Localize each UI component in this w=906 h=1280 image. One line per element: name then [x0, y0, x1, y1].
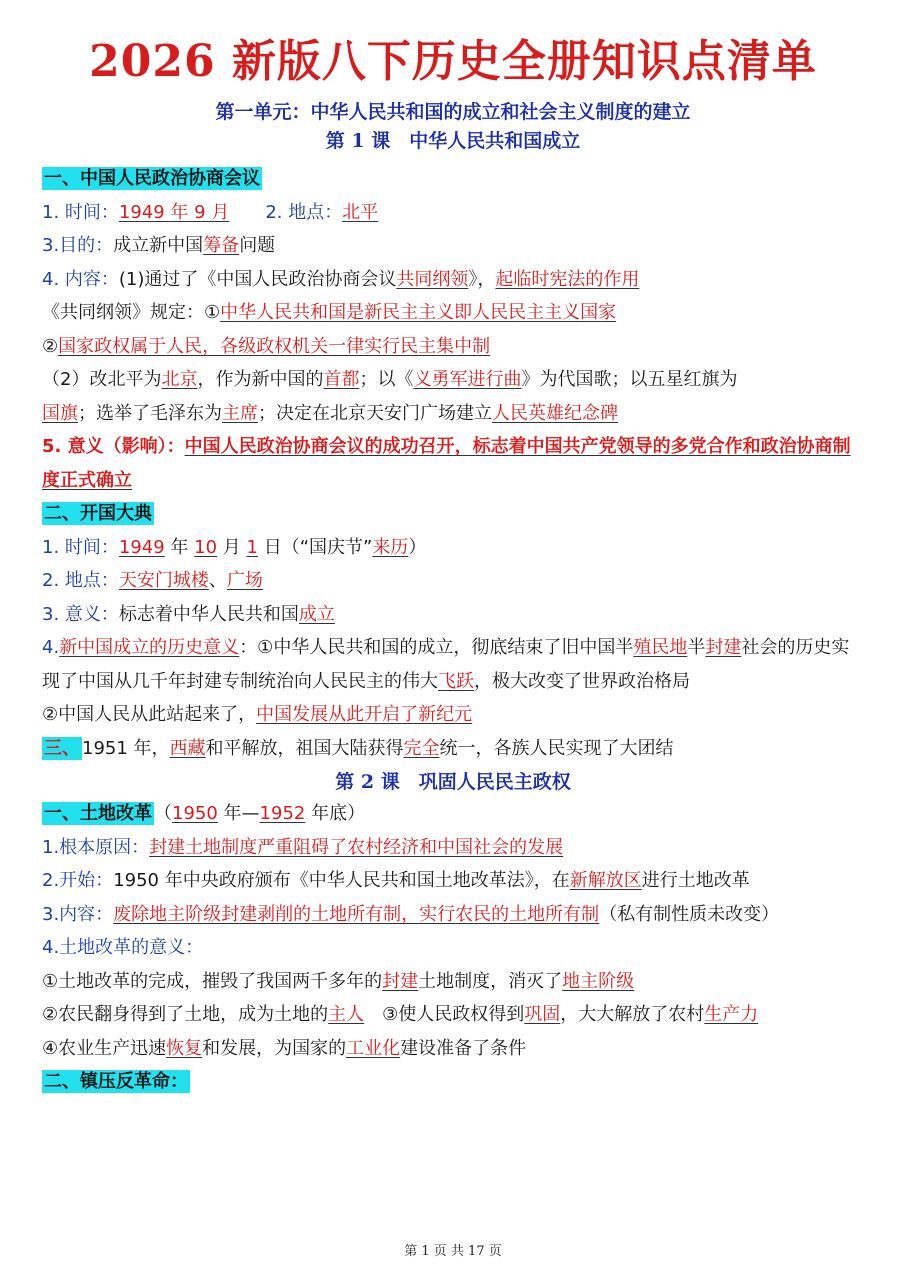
answer: 起临时宪法的作用 [495, 268, 640, 290]
answer: 新解放区 [569, 870, 642, 891]
answer: 殖民地 [633, 637, 688, 658]
answer: 巩固 [524, 1004, 561, 1025]
text: ；选举了毛泽东为 [78, 402, 222, 424]
text-line [42, 564, 864, 598]
answer: 筹备 [203, 235, 240, 256]
text: ，极大改变了世界政治格局 [474, 670, 690, 692]
section-heading [42, 497, 864, 531]
text: 统一，各族人民实现了大团结 [439, 737, 674, 759]
heading-highlight: 二、开国大典 [44, 503, 152, 524]
text: 》为代国歌；以五星红旗为 [521, 369, 738, 390]
text-line [42, 864, 864, 898]
answer: 地主阶级 [562, 970, 635, 992]
answer: 中国人民政治协商会议的成功召开，标志着中国共产党领导的多党合作和政治协商制度正式确立 [42, 436, 851, 491]
answer: 废除地主阶级封建剥削的土地所有制，实行农民的土地所有制 [113, 903, 600, 925]
text: 年底） [305, 803, 366, 824]
text: 月 [217, 536, 247, 558]
text: （私有制性质未改变） [599, 903, 780, 925]
answer: 国旗 [42, 402, 78, 424]
section-heading [42, 797, 864, 831]
answer: 新中国成立的历史意义 [59, 637, 240, 658]
answer: 主席 [222, 402, 258, 424]
answer: 国家政权属于人民，各级政权机关一律实行民主集中制 [58, 335, 491, 357]
text: 成立新中国 [113, 235, 204, 256]
label: 1.根本原因： [42, 836, 150, 858]
text: 1950 年中央政府颁布《中华人民共和国土地改革法》，在 [113, 870, 570, 891]
answer: 人民英雄纪念碑 [492, 402, 618, 424]
text: ④农业生产迅速 [42, 1037, 167, 1059]
text-line [42, 363, 864, 397]
answer: 广场 [226, 570, 263, 591]
text-line [42, 263, 864, 297]
section-heading [42, 1065, 864, 1099]
page-footer: 第 1 页 共 17 页 [404, 1244, 502, 1259]
answer: 飞跃 [438, 670, 474, 692]
answer: 义勇军进行曲 [413, 369, 522, 390]
text: ③使人民政权得到 [364, 1004, 525, 1025]
text: （2）改北平为 [42, 369, 162, 390]
answer: 完全 [403, 737, 440, 759]
answer: 中华人民共和国是新民主主义即人民民主主义国家 [220, 302, 617, 323]
text-line [42, 1032, 864, 1066]
text-line [42, 330, 864, 364]
text-line [42, 598, 864, 632]
answer: 封建 [705, 637, 742, 658]
label: 1. 时间： [42, 201, 119, 223]
text: （ [154, 803, 172, 824]
text: ：①中华人民共和国的成立，彻底结束了旧中国半 [239, 637, 634, 658]
label: 2. 地点： [265, 201, 343, 223]
text: ） [408, 536, 427, 558]
lesson-title: 第 2 课 巩固人民民主政权 [335, 771, 571, 793]
answer: 1952 [259, 803, 306, 824]
answer: 共同纲领 [396, 268, 469, 290]
text-line [42, 531, 864, 565]
answer: 1949 年 9 月 [118, 201, 230, 223]
text: 进行土地改革 [641, 870, 750, 891]
answer: 成立 [298, 603, 335, 625]
text-line [42, 965, 864, 999]
answer: 西藏 [169, 737, 206, 759]
text: ②中国人民从此站起来了， [42, 704, 257, 725]
lesson-title: 第 1 课 中华人民共和国成立 [325, 130, 581, 152]
text-line [42, 831, 864, 865]
text: 》， [468, 268, 496, 290]
text: ，作为新中国的 [197, 369, 324, 390]
text: 和平解放，祖国大陆获得 [205, 737, 404, 759]
heading-highlight: 一、中国人民政治协商会议 [44, 168, 260, 189]
text: 和发展，为国家的 [202, 1037, 347, 1059]
text-line [42, 430, 864, 497]
text: 《共同纲领》规定：① [42, 302, 221, 323]
text: 日（“国庆节” [257, 536, 373, 558]
answer: 封建 [382, 970, 419, 992]
label: 3.目的： [42, 235, 114, 256]
text-line [42, 631, 864, 698]
heading-highlight: 一、土地改革 [44, 803, 152, 824]
text: 标志着中华人民共和国 [118, 603, 299, 625]
text: 年 [164, 536, 195, 558]
label: 3.内容： [42, 903, 114, 925]
answer: 北平 [342, 201, 379, 223]
text-line [42, 898, 864, 932]
answer: 1949 [118, 536, 165, 558]
text: 、 [208, 570, 227, 591]
text-line [42, 196, 864, 230]
answer: 首都 [323, 369, 360, 390]
answer: 恢复 [166, 1037, 203, 1059]
text: 年— [217, 803, 260, 824]
text-line [42, 698, 864, 732]
text: ②农民翻身得到了土地，成为土地的 [42, 1004, 329, 1025]
text-line [42, 998, 864, 1032]
answer: 1950 [172, 803, 218, 824]
text-line [42, 732, 864, 766]
text: ，大大解放了农村 [560, 1004, 705, 1025]
text: 半 [687, 637, 706, 658]
label: 4. [42, 637, 60, 658]
answer: 10 [194, 536, 218, 558]
answer: 中国发展从此开启了新纪元 [256, 704, 473, 725]
heading-highlight: 二、镇压反革命： [44, 1071, 188, 1092]
text: ①土地改革的完成，摧毁了我国两千多年的 [42, 970, 383, 992]
text: ② [42, 335, 59, 357]
label: 3. 意义： [42, 603, 119, 625]
answer: 天安门城楼 [118, 570, 209, 591]
label: 5. 意义（影响）： [42, 436, 185, 457]
answer: 封建土地制度严重阻碍了农村经济和中国社会的发展 [149, 836, 564, 858]
answer: 工业化 [346, 1037, 401, 1059]
label: 2.开始： [42, 870, 114, 891]
label: 1. 时间： [42, 536, 119, 558]
label: 2. 地点： [42, 570, 119, 591]
answer: 1 [246, 536, 258, 558]
answer: 来历 [372, 536, 409, 558]
content-body [0, 797, 906, 1099]
text: ；以《 [359, 369, 414, 390]
text-line: 4.土地改革的意义： [42, 937, 204, 958]
text: 建设准备了条件 [400, 1037, 527, 1059]
answer: 生产力 [704, 1004, 759, 1025]
section-heading [42, 162, 864, 196]
text-line [42, 229, 864, 263]
content-body [0, 162, 906, 765]
answer: 主人 [328, 1004, 365, 1025]
label: 4. 内容： [42, 268, 119, 290]
text-line [42, 397, 864, 431]
text-line [42, 296, 864, 330]
page-title: 2026 新版八下历史全册知识点清单 [89, 36, 817, 87]
text: 1951 年， [82, 737, 170, 759]
text: 土地制度，消灭了 [418, 970, 563, 992]
unit-title: 第一单元：中华人民共和国的成立和社会主义制度的建立 [215, 101, 691, 123]
text: 问题 [239, 235, 276, 256]
text: 社会的历史实现了中国从几千年封建专制统治向人民民主的伟大 [42, 637, 850, 692]
heading-highlight: 三、 [44, 737, 80, 759]
text: ；决定在北京天安门广场建立 [258, 402, 492, 424]
answer: 北京 [161, 369, 198, 390]
text: (1)通过了《中国人民政治协商会议 [118, 268, 397, 290]
